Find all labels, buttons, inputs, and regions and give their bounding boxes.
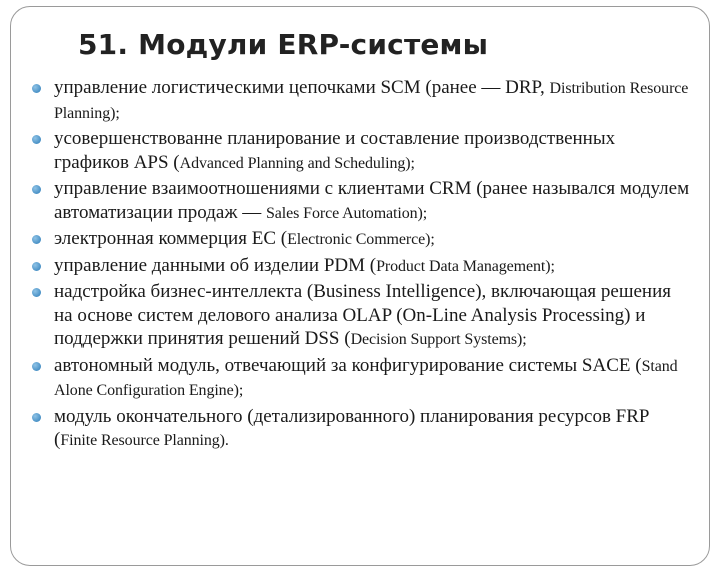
bullet-item [30, 405, 692, 453]
bullet-text: надстройка бизнес-интеллекта (Business Intelligence), включающая решения на основе систем делового анализа OLAP (On-Line Analysis Processing) и поддержки принятия решений DSS ( [54, 281, 671, 349]
bullet-item [30, 127, 692, 175]
bullet-text-en: Decision Support Systems); [350, 331, 527, 348]
bullet-text-en: Stand Alone Configuration Engine); [54, 357, 678, 399]
bullet-item [30, 280, 692, 352]
bullet-item [30, 354, 692, 403]
bullet-text: автономный модуль, отвечающий за конфигурирование системы SACE ( [54, 354, 642, 376]
bullet-text: управление взаимоотношениями с клиентами CRM (ранее назывался модулем автоматизации продаж — [54, 178, 690, 223]
bullet-text: модуль окончательного (детализированного) планирования ресурсов FRP ( [54, 405, 649, 450]
bullet-text: усовершенствованне планирование и составление производственных графиков APS ( [54, 128, 616, 173]
bullet-item [30, 177, 692, 225]
bullet-item [30, 76, 692, 125]
bullet-text: электронная коммерция EC ( [54, 228, 288, 249]
bullet-item [30, 227, 692, 252]
bullet-text-en: Distribution Resource Planning); [54, 80, 689, 122]
bullet-text-en: Finite Resource Planning). [60, 432, 229, 449]
bullet-text-en: Sales Force Automation); [265, 204, 428, 222]
bullet-item [30, 254, 692, 279]
bullet-text-en: Advanced Planning and Scheduling); [179, 154, 415, 172]
bullet-text: управление данными об изделии PDM ( [54, 254, 377, 276]
bullet-list [30, 76, 692, 455]
bullet-text: управление логистическими цепочками SCM (ранее — DRP, [54, 77, 545, 98]
slide-title: 51. Модули ERP-системы [78, 28, 489, 61]
bullet-text-en: Electronic Commerce); [287, 231, 435, 248]
bullet-text-en: Product Data Management); [376, 257, 555, 275]
